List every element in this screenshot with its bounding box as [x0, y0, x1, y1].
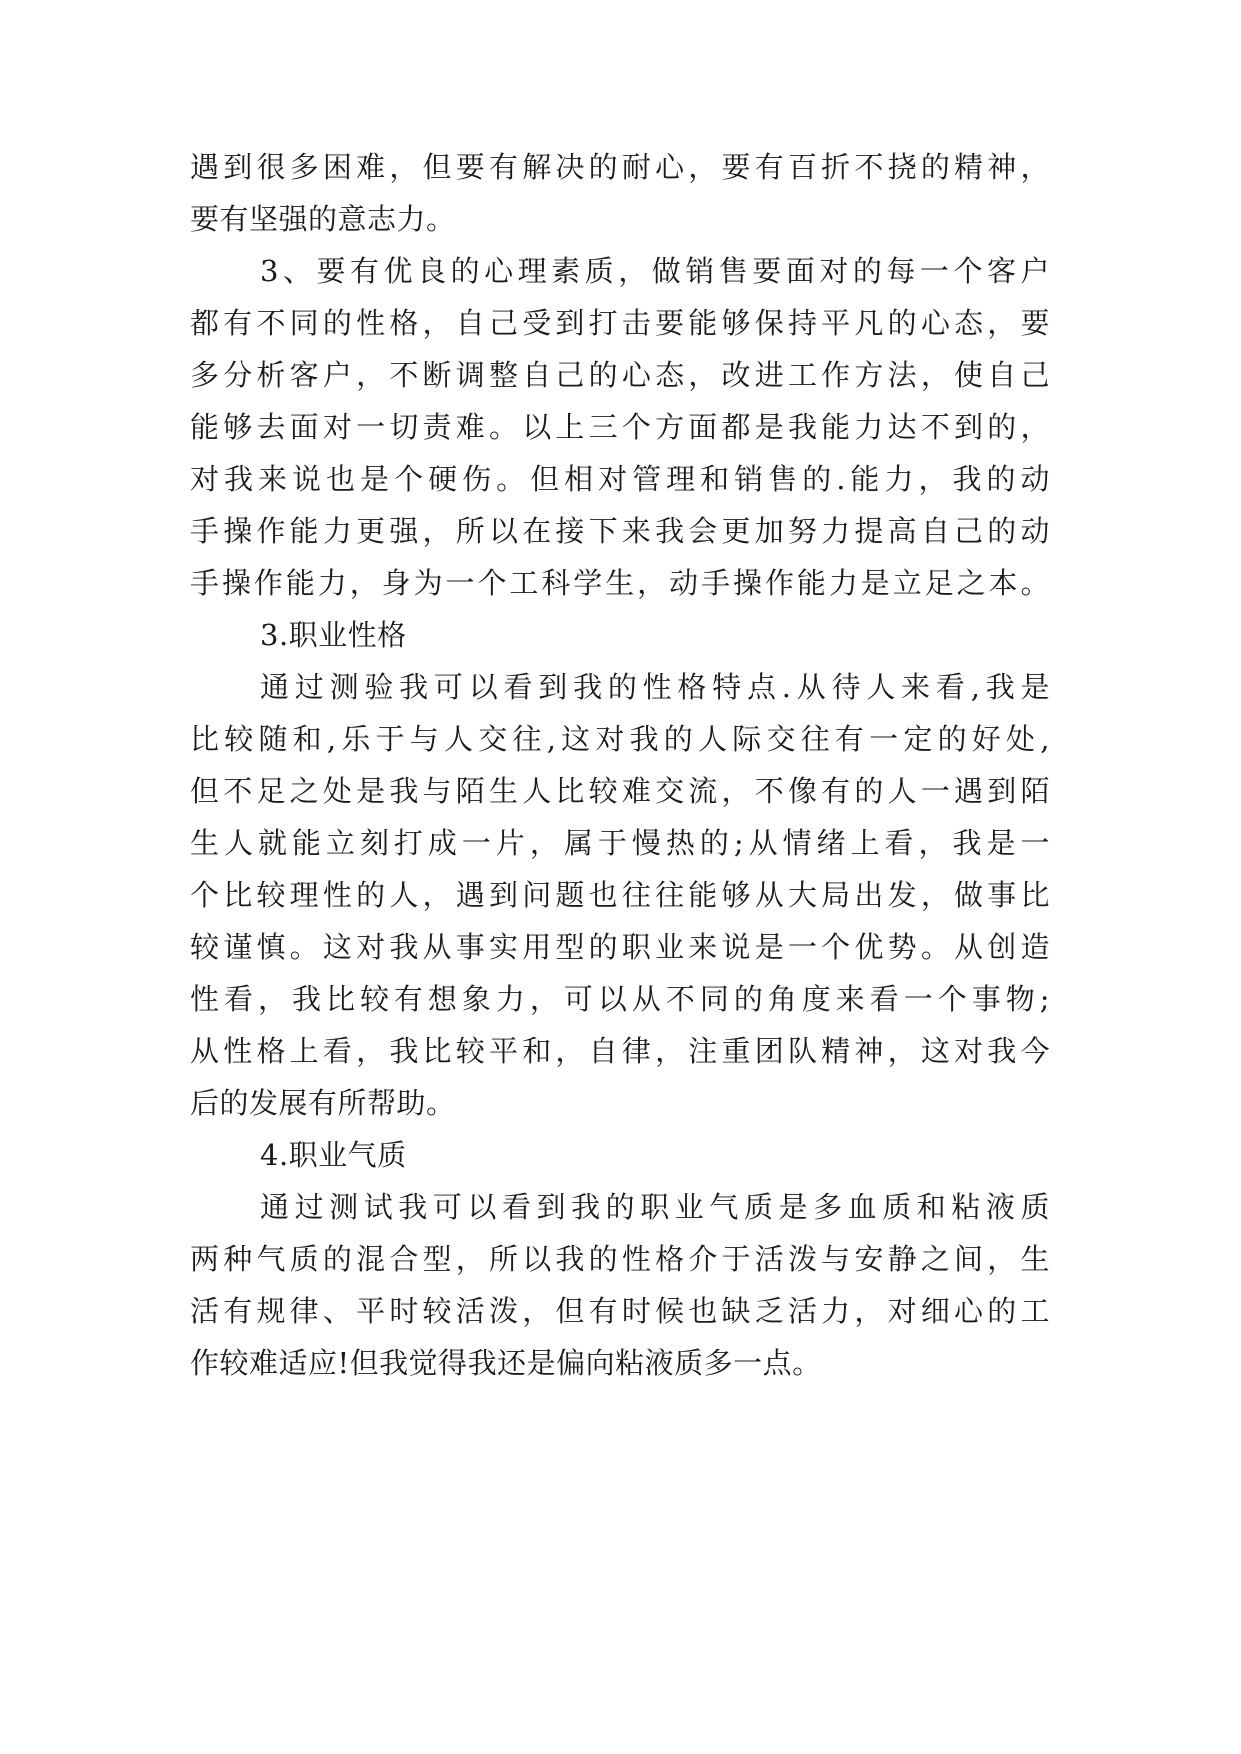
text-line: 对我来说也是个硬伤。但相对管理和销售的.能力，我的动 [190, 462, 1050, 496]
text-line: 性看，我比较有想象力，可以从不同的角度来看一个事物; [190, 982, 1050, 1016]
text-line: 都有不同的性格，自己受到打击要能够保持平凡的心态，要 [190, 306, 1050, 340]
text-line: 但不足之处是我与陌生人比较难交流，不像有的人一遇到陌 [190, 774, 1050, 808]
text-line: 遇到很多困难，但要有解决的耐心，要有百折不挠的精神， [190, 150, 1050, 184]
text-line: 手操作能力，身为一个工科学生，动手操作能力是立足之本。 [190, 566, 1050, 600]
text-line: 生人就能立刻打成一片，属于慢热的;从情绪上看，我是一 [190, 826, 1050, 860]
text-line: 手操作能力更强，所以在接下来我会更加努力提高自己的动 [190, 514, 1050, 548]
text-line: 从性格上看，我比较平和，自律，注重团队精神，这对我今 [190, 1034, 1050, 1068]
text-line: 后的发展有所帮助。 [190, 1086, 456, 1120]
paragraph-start: 通过测验我可以看到我的性格特点.从待人来看,我是 [260, 670, 1050, 704]
list-item-3-start: 3、要有优良的心理素质，做销售要面对的每一个客户 [260, 254, 1050, 288]
text-line: 多分析客户，不断调整自己的心态，改进工作方法，使自己 [190, 358, 1050, 392]
text-line: 作较难适应!但我觉得我还是偏向粘液质多一点。 [190, 1346, 822, 1380]
text-line: 要有坚强的意志力。 [190, 202, 456, 236]
text-line: 两种气质的混合型，所以我的性格介于活泼与安静之间，生 [190, 1242, 1050, 1276]
section-heading-career-personality: 3.职业性格 [260, 618, 407, 652]
text-line: 能够去面对一切责难。以上三个方面都是我能力达不到的， [190, 410, 1050, 444]
paragraph-start: 通过测试我可以看到我的职业气质是多血质和粘液质 [260, 1190, 1050, 1224]
section-heading-career-temperament: 4.职业气质 [260, 1138, 407, 1172]
text-line: 个比较理性的人，遇到问题也往往能够从大局出发，做事比 [190, 878, 1050, 912]
text-line: 比较随和,乐于与人交往,这对我的人际交往有一定的好处, [190, 722, 1050, 756]
text-line: 较谨慎。这对我从事实用型的职业来说是一个优势。从创造 [190, 930, 1050, 964]
text-line: 活有规律、平时较活泼，但有时候也缺乏活力，对细心的工 [190, 1294, 1050, 1328]
